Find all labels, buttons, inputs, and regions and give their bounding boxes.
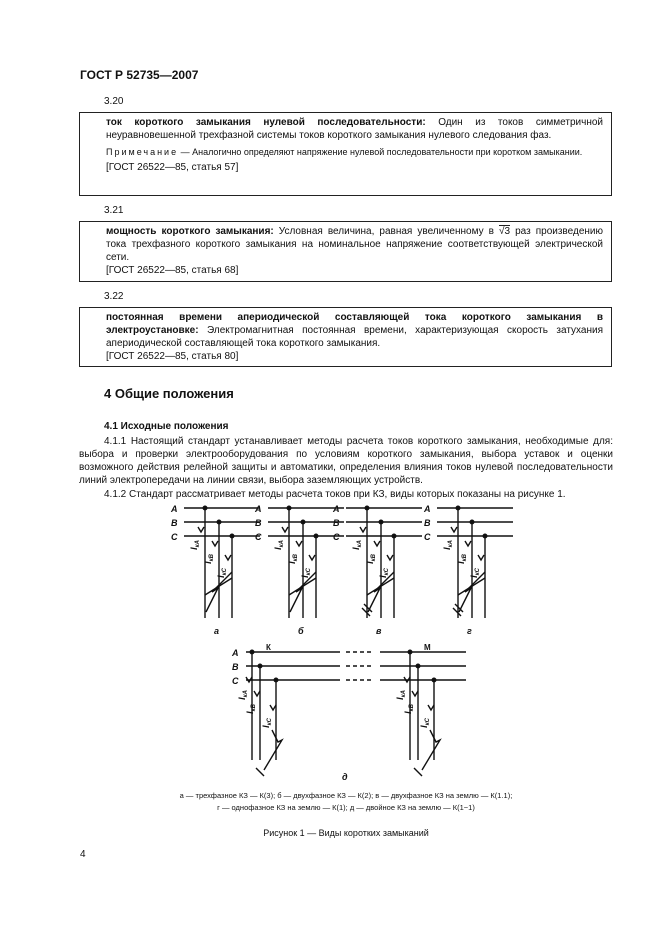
term-title: постоянная времени апериодической составляющей тока короткого замыкания в электроустановке: [106,312,603,336]
section-heading: 4 Общие положения [104,386,234,401]
diagram-g-current-arrow [465,541,471,546]
diagram-d-current-m-label: $I_{кC}$ [419,718,431,728]
point-m-label: М [424,643,431,652]
diagram-g-label: г [467,626,472,636]
term-number-3-22: 3.22 [104,291,124,302]
diagram-g-current-label: $I_{кC}$ [469,568,481,578]
document-header: ГОСТ Р 52735—2007 [80,68,199,82]
diagram-d-current-k-label: $I_{кB}$ [245,704,257,714]
diagram-b-phase-A: A [255,504,262,514]
diagram-v-current-arrow [374,541,380,546]
diagram-d-current-k-arrow [270,705,276,710]
term-title: ток короткого замыкания нулевой последовательности: [106,117,426,128]
diagram-b-current-arrow [309,555,315,560]
diagram-g-current-label: $I_{кA}$ [442,540,454,550]
diagram-v-current-arrow [360,527,366,532]
figure-caption: Рисунок 1 — Виды коротких замыканий [263,828,429,838]
diagram-a-phase-C: C [171,532,178,542]
diagram-a-current-label: $I_{кA}$ [189,540,201,550]
diagram-a-current-label: $I_{кB}$ [203,554,215,564]
paragraph-text: 4.1.2 Стандарт рассматривает методы расчета токов при КЗ, виды которых показаны на рисунке 1. [104,489,566,500]
diagram-g-current-label: $I_{кB}$ [456,554,468,564]
diagram-b-label: б [298,626,304,636]
paragraph-text: 4.1.1 Настоящий стандарт устанавливает методы расчета токов короткого замыкания, необходимые для: выбора и проверки электрооборудования по условиям короткого замыкания, выбора уставок и оценки возможного действия релейной защиты и автоматики, определения влияния токов нулевой последовательности линий электропередачи на линии связи, выбора заземляющих устройств. [79,436,613,486]
diagram-d-fault-k [264,730,282,770]
term-definition: Электромагнитная постоянная времени, характеризующая скорость затухания апериодической составляющей тока короткого замыкания. [106,325,603,349]
diagram-b-phase-C: C [255,532,262,542]
diagram-d-label: д [342,772,348,782]
term-definition: Один из токов симметричной неуравновешенной трехфазной системы токов короткого замыкания нулевого следования фаз. [106,117,603,141]
diagram-a-phase-B: B [171,518,178,528]
diagram-d-current-m-label: $I_{кA}$ [395,690,407,700]
diagram-a-current-label: $I_{кC}$ [216,568,228,578]
diagram-d-current-m-arrow [428,705,434,710]
term-number-3-20: 3.20 [104,96,124,107]
diagram-d-current-m-label: $I_{кB}$ [403,704,415,714]
diagram-a-current-arrow [212,541,218,546]
diagram-d-current-m-arrow [412,691,418,696]
diagram-v-current-label: $I_{кC}$ [378,568,390,578]
figure-legend-line1: а — трехфазное КЗ — К(3); б — двухфазное КЗ — К(2); в — двухфазное КЗ на землю — К(1.1); [179,791,513,800]
diagram-b-current-label: $I_{кC}$ [300,568,312,578]
diagram-g-phase-C: C [424,532,431,542]
term-definition-part1: Условная величина, равная увеличенному в [273,226,499,237]
diagram-d-phase-A: A [232,648,239,658]
figure-legend-line2: г — однофазное КЗ на землю — К(1); д — двойное КЗ на землю — К(1−1) [217,803,475,812]
diagram-b-current-label: $I_{кB}$ [287,554,299,564]
diagram-d-phase-B: B [232,662,239,672]
diagram-d-phase-C: C [232,676,239,686]
point-k-label: К [266,643,271,652]
diagram-g-phase-B: B [424,518,431,528]
note-text: — Аналогично определяют напряжение нулевой последовательности при коротком замыкании. [178,147,583,157]
note-label: Примечание [106,147,179,157]
page-number: 4 [80,849,86,860]
diagram-v-label: в [376,626,382,636]
diagram-b-current-arrow [296,541,302,546]
diagram-g-phase-A: A [424,504,431,514]
diagram-g-current-arrow [451,527,457,532]
subsection-heading: 4.1 Исходные положения [104,421,229,432]
diagram-g-current-arrow [478,555,484,560]
diagram-v-phase-A: A [333,504,340,514]
term-reference: [ГОСТ 26522—85, статья 68] [106,265,239,276]
diagram-v-phase-C: C [333,532,340,542]
diagram-d-current-k-label: $I_{кA}$ [237,690,249,700]
diagram-b-current-label: $I_{кA}$ [273,540,285,550]
term-number-3-21: 3.21 [104,205,124,216]
diagram-d-current-k-arrow [254,691,260,696]
diagram-d-ground-k [256,768,264,776]
diagram-b-phase-B: B [255,518,262,528]
diagram-a-current-arrow [198,527,204,532]
term-title: мощность короткого замыкания: [106,226,274,237]
diagram-d-ground-m [414,768,422,776]
diagram-a-label: а [214,626,220,636]
diagram-v-phase-B: B [333,518,340,528]
term-reference: [ГОСТ 26522—85, статья 80] [106,351,239,362]
sqrt-three: √3 [498,226,511,237]
term-reference: [ГОСТ 26522—85, статья 57] [106,162,239,173]
diagram-b-current-arrow [282,527,288,532]
diagram-a-current-arrow [225,555,231,560]
diagram-d-current-k-label: $I_{кC}$ [261,718,273,728]
diagram-d-fault-m [422,730,440,770]
diagram-v-current-arrow [387,555,393,560]
diagram-a-phase-A: A [171,504,178,514]
diagram-v-current-label: $I_{кB}$ [365,554,377,564]
term-definition-part2: раз произведению тока трехфазного короткого замыкания на номинальное напряжение соответствующей электрической сети. [106,226,603,263]
diagram-v-current-label: $I_{кA}$ [351,540,363,550]
